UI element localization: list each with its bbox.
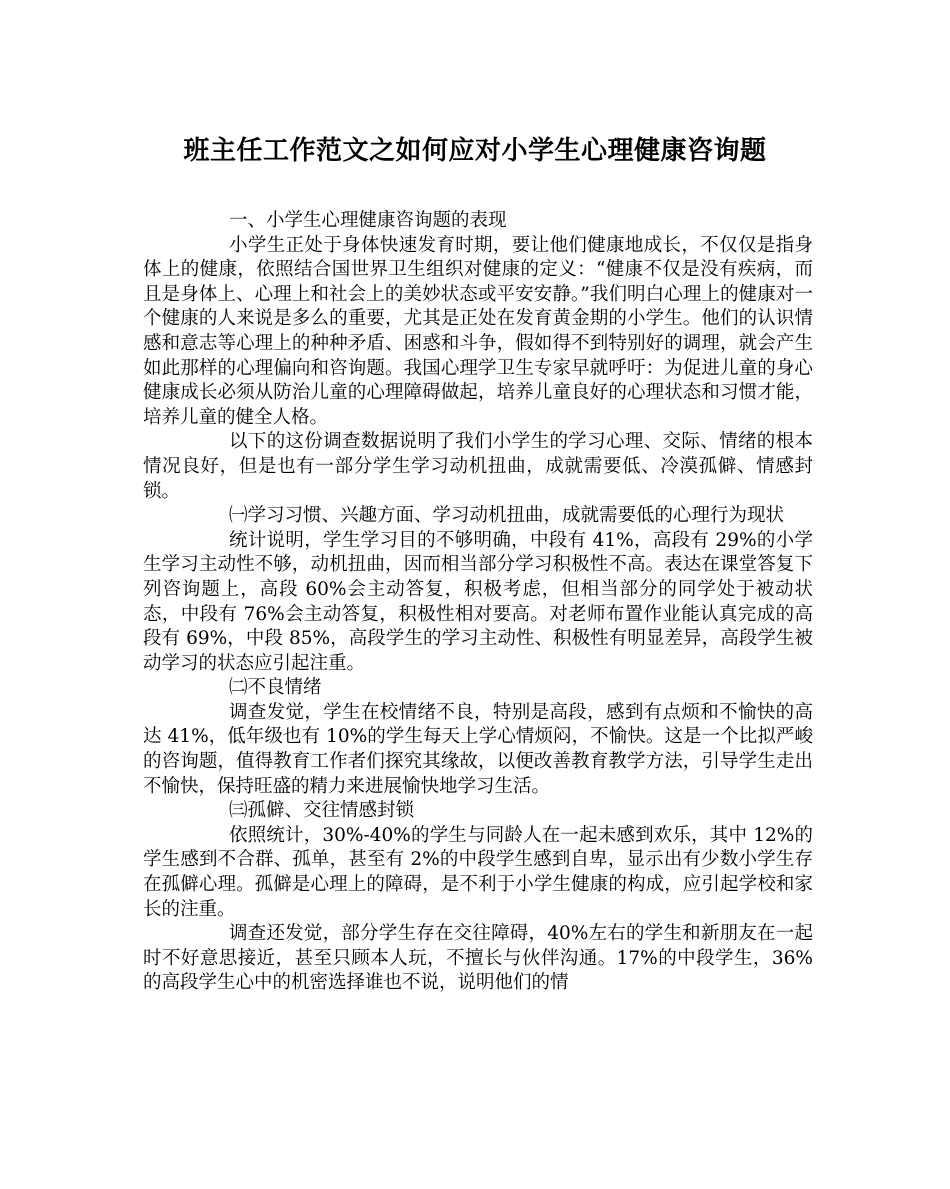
paragraph: 依照统计，30%-40%的学生与同龄人在一起未感到欢乐，其中 12%的学生感到不合群、孤单，甚至有 2%的中段学生感到自卑，显示出有少数小学生存在孤僻心理。孤僻是心理上的障碍，是不利于小学生健康的构成，应引起学校和家长的注重。 — [143, 824, 813, 920]
subsection-heading: ㈠学习习惯、兴趣方面、学习动机扭曲，成就需要低的心理行为现状 — [229, 505, 785, 527]
subsection-heading: ㈡不良情绪 — [229, 677, 322, 699]
section-heading: 一、小学生心理健康咨询题的表现 — [229, 210, 507, 231]
paragraph: 统计说明，学生学习目的不够明确，中段有 41%，高段有 29%的小学生学习主动性不够，动机扭曲，因而相当部分学习积极性不高。表达在课堂答复下列咨询题上，高段 60%会主动答复，积极考虑，但相当部分的同学处于被动状态，中段有 76%会主动答复，积极性相对要高。对老师布置作业能认真完成的高段有 69%，中段 85%，高段学生的学习主动性、积极性有明显差异，高段学生被动学习的状态应引起注重。 — [143, 529, 813, 674]
subsection-heading: ㈢孤僻、交往情感封锁 — [229, 800, 415, 822]
paragraph: 调查发觉，学生在校情绪不良，特别是高段，感到有点烦和不愉快的高达 41%，低年级也有 10%的学生每天上学心情烦闷，不愉快。这是一个比拟严峻的咨询题，值得教育工作者们探究其缘故，以便改善教育教学方法，引导学生走出不愉快，保持旺盛的精力来进展愉快地学习生活。 — [143, 701, 813, 797]
paragraph: 以下的这份调查数据说明了我们小学生的学习心理、交际、情绪的根本情况良好，但是也有一部分学生学习动机扭曲，成就需要低、冷漠孤僻、情感封锁。 — [143, 431, 813, 502]
paragraph: 调查还发觉，部分学生存在交往障碍，40%左右的学生和新朋友在一起时不好意思接近，甚至只顾本人玩，不擅长与伙伴沟通。17%的中段学生，36%的高段学生心中的机密选择谁也不说，说明他们的情 — [143, 923, 813, 994]
paragraph: 小学生正处于身体快速发育时期，要让他们健康地成长，不仅仅是指身体上的健康，依照结合国世界卫生组织对健康的定义：“健康不仅是没有疾病，而且是身体上、心理上和社会上的美妙状态或平安安静。”我们明白心理上的健康对一个健康的人来说是多么的重要，尤其是正处在发育黄金期的小学生。他们的认识情感和意志等心理上的种种矛盾、困惑和斗争，假如得不到特别好的调理，就会产生如此那样的心理偏向和咨询题。我国心理学卫生专家早就呼吁：为促进儿童的身心健康成长必须从防治儿童的心理障碍做起，培养儿童良好的心理状态和习惯才能，培养儿童的健全人格。 — [143, 234, 813, 428]
document-title: 班主任工作范文之如何应对小学生心理健康咨询题 — [183, 136, 767, 166]
document-body — [143, 209, 813, 996]
